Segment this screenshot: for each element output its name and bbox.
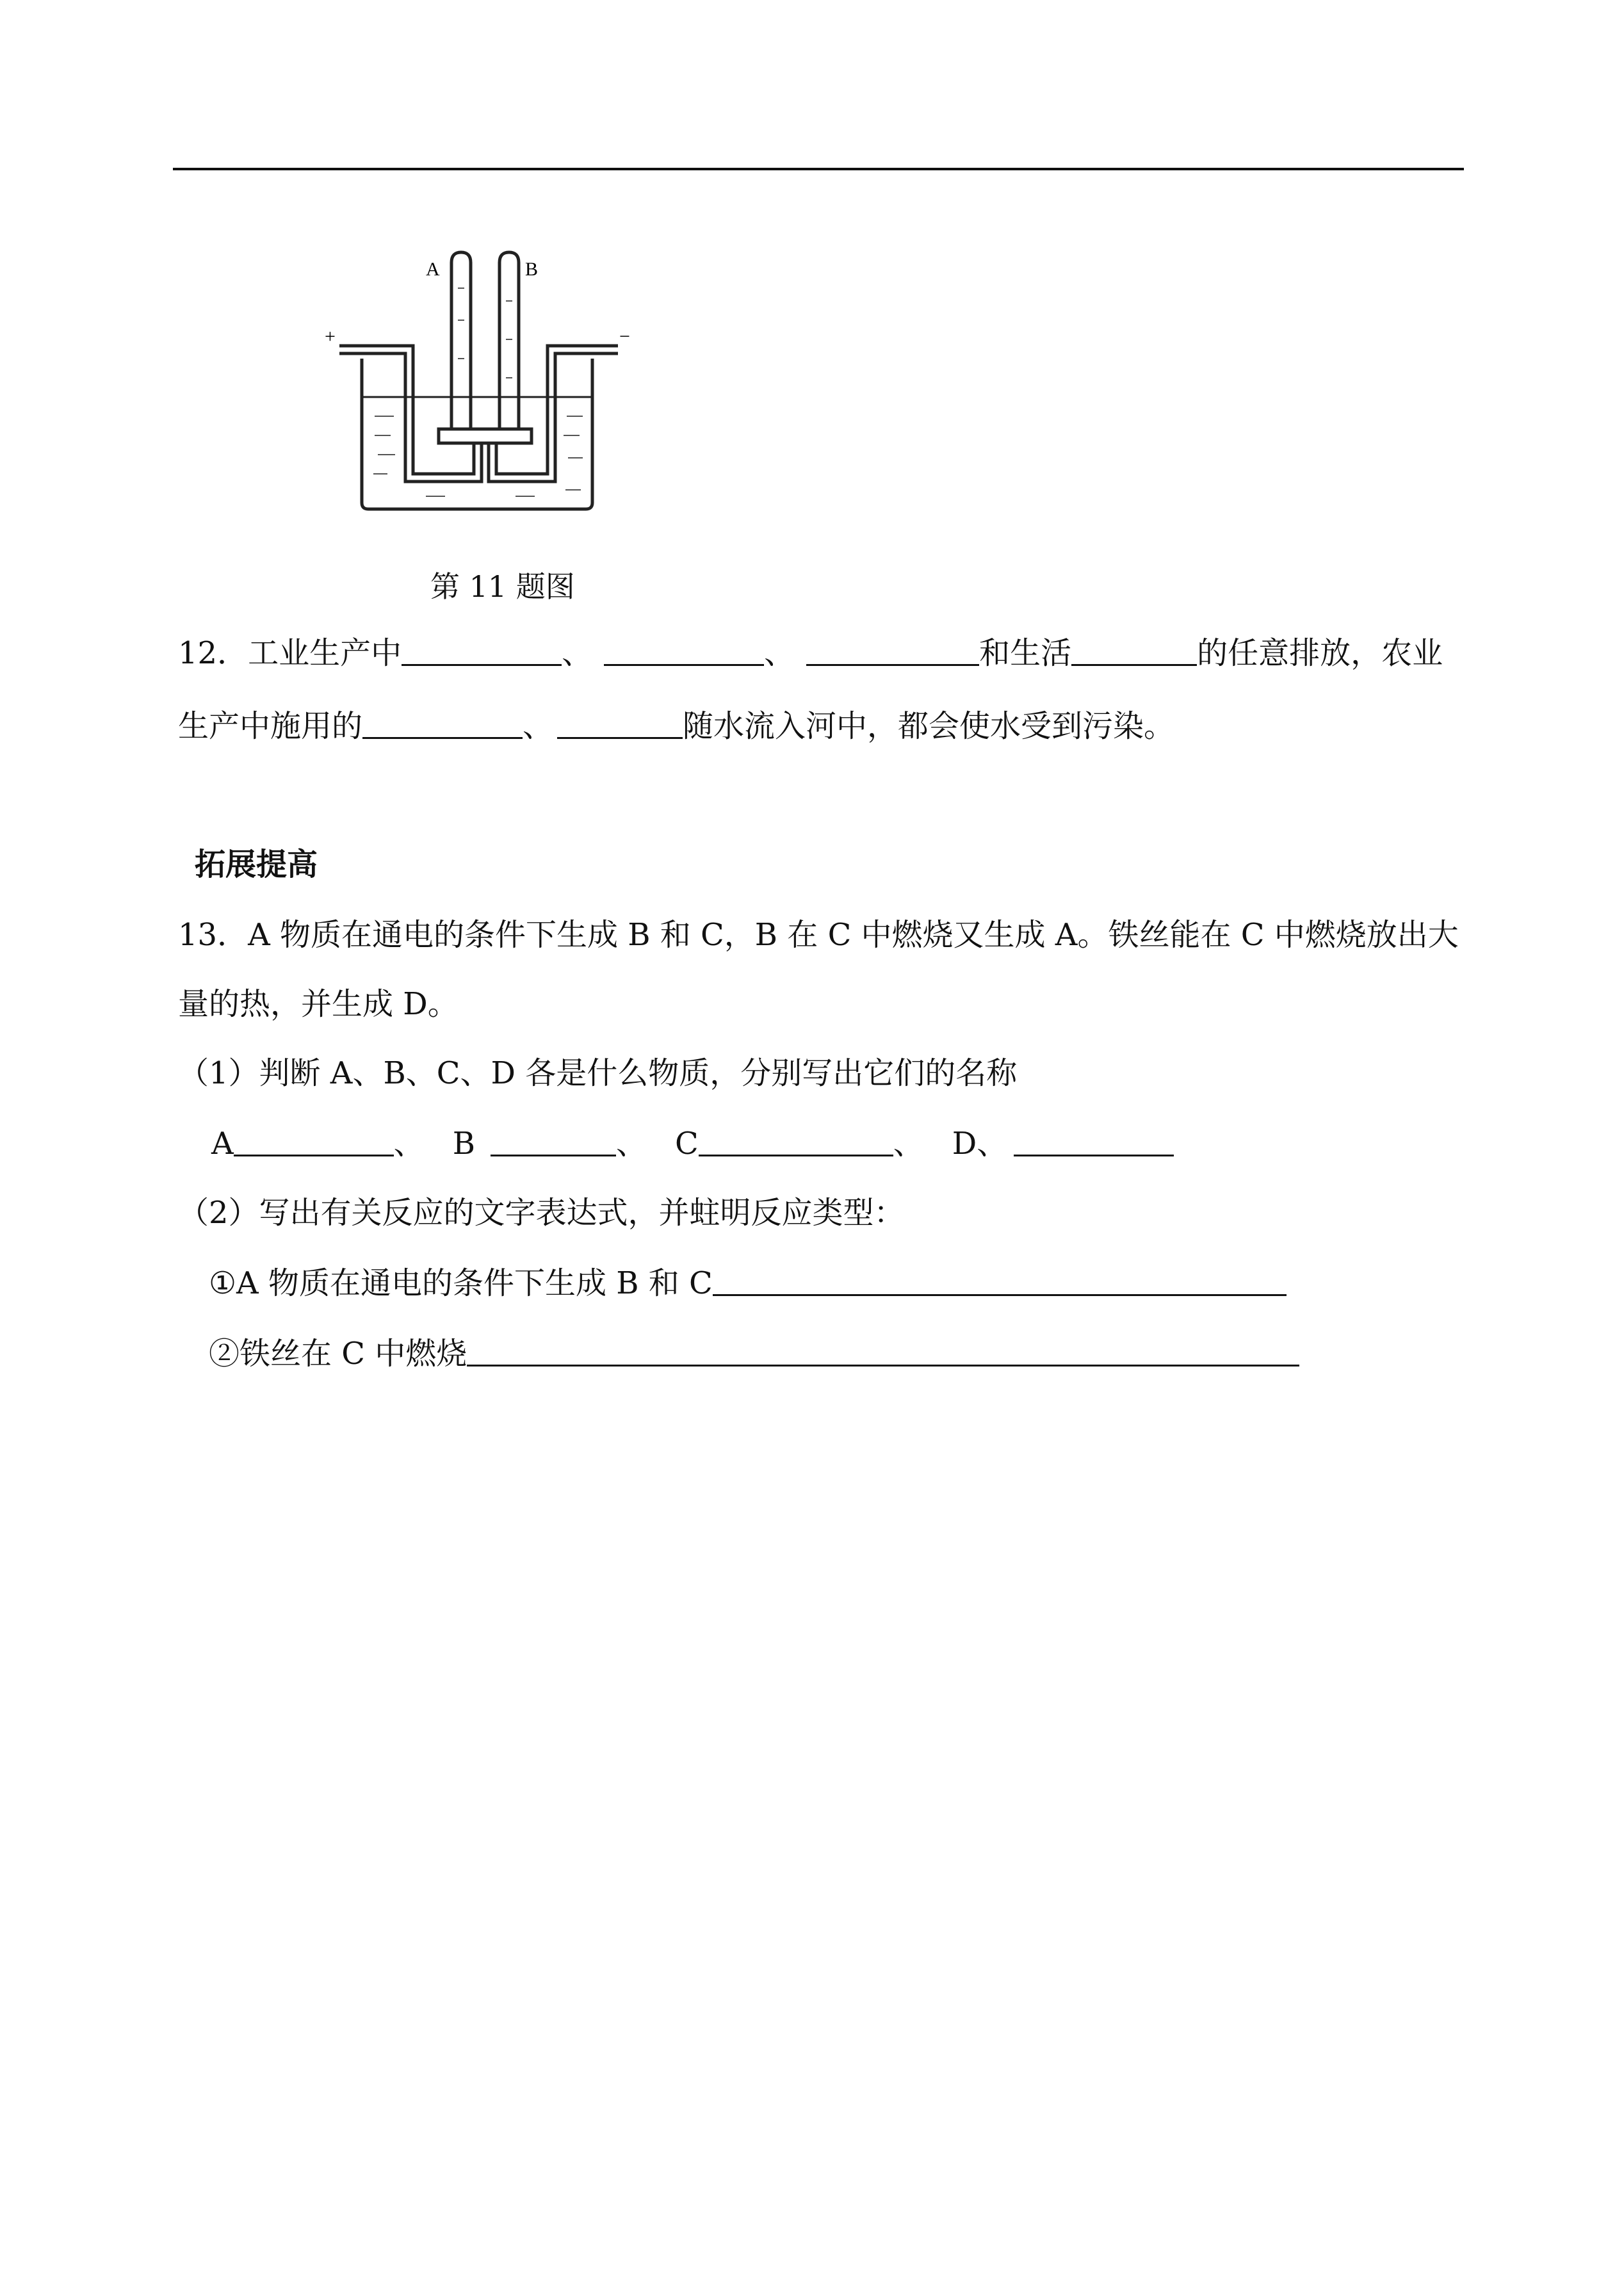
item-2-text: ②铁丝在 C 中燃烧	[209, 1336, 467, 1372]
q12-text-3: 的任意排放，农业	[1197, 635, 1443, 671]
section-title: 拓展提高	[195, 847, 318, 882]
item-1-text: ①A 物质在通电的条件下生成 B 和 C	[209, 1265, 713, 1301]
answer-blank[interactable]	[604, 638, 764, 666]
question-13-sub-1: （1）判断 A、B、C、D 各是什么物质，分别写出它们的名称	[178, 1055, 1018, 1091]
answer-b-blank[interactable]	[491, 1129, 616, 1156]
answer-blank[interactable]	[362, 711, 523, 739]
answer-blank[interactable]	[557, 711, 683, 739]
q12-text-4: 生产中施用的	[178, 708, 363, 744]
tube-a-label: A	[426, 259, 440, 280]
question-13-answers-row	[211, 1126, 1174, 1162]
electrolysis-apparatus-figure	[323, 243, 669, 519]
question-13-line-2: 量的热，并生成 D。	[178, 986, 459, 1022]
header-rule	[173, 168, 1464, 170]
answer-d-blank[interactable]	[1014, 1129, 1174, 1156]
answer-blank[interactable]	[402, 638, 562, 666]
tube-b-label: B	[525, 259, 539, 280]
answer-b-label: B	[452, 1126, 475, 1162]
answer-separator: 、	[893, 1126, 924, 1162]
question-13-sub-2: （2）写出有关反应的文字表达式，并蛀明反应类型：	[178, 1195, 905, 1231]
q12-text-5: 随水流入河中，都会使水受到污染。	[683, 708, 1175, 744]
item-1-blank[interactable]	[713, 1269, 1287, 1296]
question-13-line-1: 13．A 物质在通电的条件下生成 B 和 C，B 在 C 中燃烧又生成 A。铁丝能在 C 中燃烧放出大	[178, 917, 1459, 953]
answer-a-blank[interactable]	[234, 1129, 394, 1156]
question-12-line-2	[178, 708, 1175, 744]
answer-blank[interactable]	[1071, 638, 1197, 666]
question-13-item-1	[209, 1265, 1287, 1301]
q12-separator: 、	[523, 708, 554, 744]
answer-separator: 、	[615, 1126, 647, 1162]
q12-text-2: 和生活	[979, 635, 1072, 671]
q12-separator: 、	[562, 635, 593, 671]
question-12-line-1	[178, 635, 1443, 671]
plus-label: +	[325, 326, 336, 347]
answer-c-label: C	[674, 1126, 699, 1162]
minus-label: −	[619, 326, 630, 347]
answer-separator: 、	[393, 1126, 425, 1162]
answer-a-label: A	[211, 1126, 234, 1162]
question-13-item-2	[209, 1336, 1299, 1372]
q12-separator: 、	[764, 635, 795, 671]
answer-blank[interactable]	[806, 638, 979, 666]
answer-c-blank[interactable]	[699, 1129, 893, 1156]
q12-text-1: 12．工业生产中	[178, 635, 402, 671]
item-2-blank[interactable]	[467, 1339, 1299, 1366]
figure-caption: 第 11 题图	[430, 569, 575, 604]
answer-d-label: D、	[952, 1126, 1008, 1162]
